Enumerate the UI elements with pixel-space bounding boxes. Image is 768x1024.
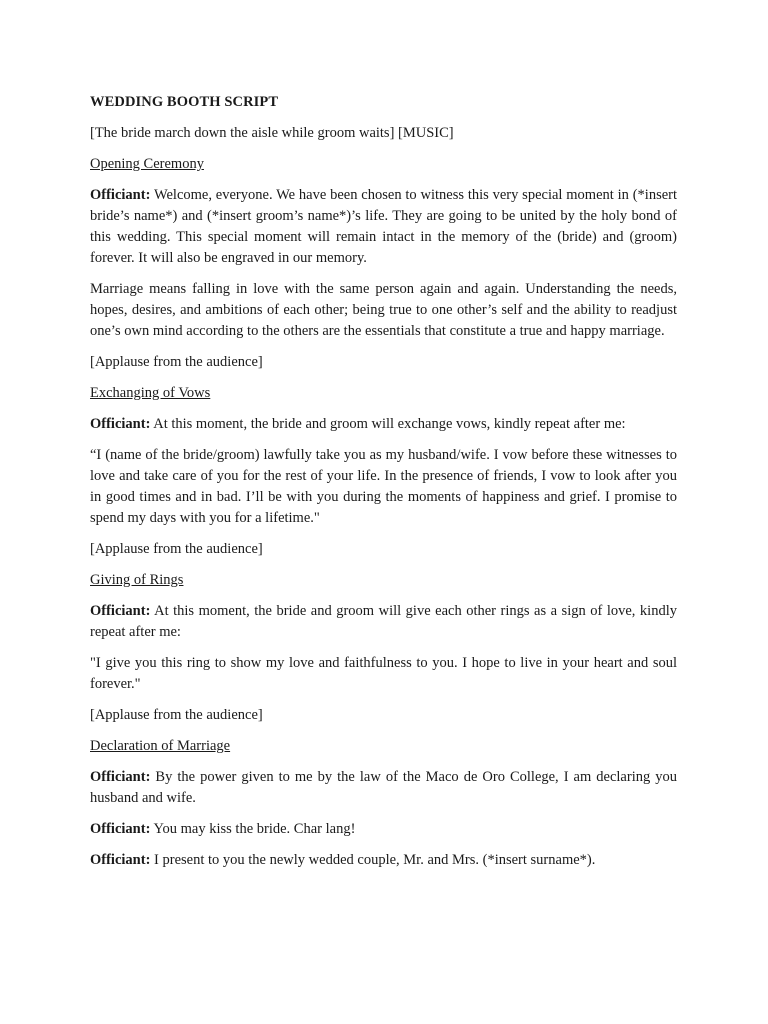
rings-paragraph-1-text: At this moment, the bride and groom will give each other rings as a sign of love, kindly repeat after me: bbox=[90, 603, 677, 640]
vows-paragraph-1-text: At this moment, the bride and groom will exchange vows, kindly repeat after me: bbox=[150, 416, 626, 432]
opening-paragraph-1-text: Welcome, everyone. We have been chosen to witness this very special moment in (*insert bride’s name*) and (*insert groom’s name*)’s life. They are going to be united by the holy bond of this wedding. This special moment will remain intact in the memory of the (bride) and (groom) forever. It will also be engraved in our memory. bbox=[90, 187, 677, 266]
declaration-paragraph-3 bbox=[90, 850, 677, 871]
declaration-paragraph-2-text: You may kiss the bride. Char lang! bbox=[150, 821, 356, 837]
applause-direction: [Applause from the audience] bbox=[90, 541, 263, 557]
intro-direction: [The bride march down the aisle while groom waits] [MUSIC] bbox=[90, 125, 454, 141]
declaration-paragraph-2 bbox=[90, 819, 677, 840]
section-heading-vows: Exchanging of Vows bbox=[90, 385, 211, 401]
section-heading-opening: Opening Ceremony bbox=[90, 156, 204, 172]
document-title: WEDDING BOOTH SCRIPT bbox=[90, 94, 279, 110]
declaration-paragraph-1 bbox=[90, 767, 677, 809]
document-page bbox=[90, 92, 677, 881]
section-heading-declaration: Declaration of Marriage bbox=[90, 738, 231, 754]
vows-paragraph-1 bbox=[90, 414, 677, 435]
applause-direction: [Applause from the audience] bbox=[90, 707, 263, 723]
declaration-paragraph-3-text: I present to you the newly wedded couple, Mr. and Mrs. (*insert surname*). bbox=[150, 852, 596, 868]
speaker-label: Officiant: bbox=[90, 603, 151, 619]
opening-paragraph-2: Marriage means falling in love with the same person again and again. Understanding the needs, hopes, desires, and ambitions of each other; being true to one other’s self and the ability to readjust one’s own mind according to the others are the essentials that constitute a true and happy marriage. bbox=[90, 281, 677, 339]
rings-paragraph-1 bbox=[90, 601, 677, 643]
speaker-label: Officiant: bbox=[90, 821, 151, 837]
speaker-label: Officiant: bbox=[90, 416, 151, 432]
rings-quote: "I give you this ring to show my love and faithfulness to you. I hope to live in your heart and soul forever." bbox=[90, 655, 677, 692]
speaker-label: Officiant: bbox=[90, 769, 151, 785]
vows-quote: “I (name of the bride/groom) lawfully take you as my husband/wife. I vow before these witnesses to love and take care of you for the rest of your life. In the presence of friends, I vow to look after you in good times and in bad. I’ll be with you during the moments of happiness and grief. I promise to spend my days with you for a lifetime." bbox=[90, 447, 677, 526]
opening-paragraph-1 bbox=[90, 185, 677, 269]
speaker-label: Officiant: bbox=[90, 187, 151, 203]
section-heading-rings: Giving of Rings bbox=[90, 572, 184, 588]
declaration-paragraph-1-text: By the power given to me by the law of the Maco de Oro College, I am declaring you husband and wife. bbox=[90, 769, 677, 806]
speaker-label: Officiant: bbox=[90, 852, 151, 868]
applause-direction: [Applause from the audience] bbox=[90, 354, 263, 370]
